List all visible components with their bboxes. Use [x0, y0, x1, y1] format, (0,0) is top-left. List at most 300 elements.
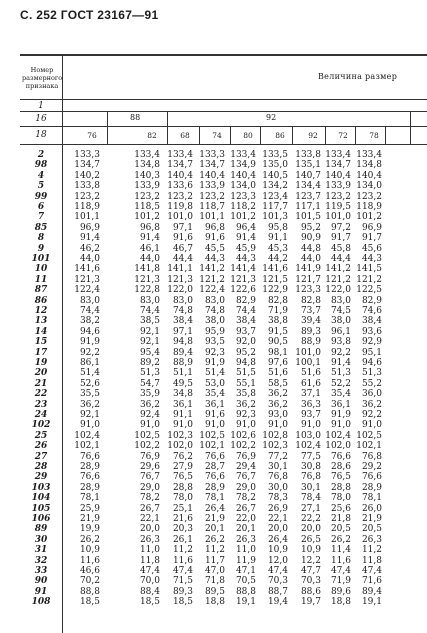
table-cell: 101,1: [74, 212, 100, 223]
table-cell: 102,0: [325, 441, 351, 452]
table-cell: 134,7: [74, 160, 100, 171]
header-line: признака: [25, 82, 59, 90]
table-cell: 133,5: [262, 150, 288, 160]
table-cell: 44,0: [79, 254, 100, 264]
table-cell: 45,9: [235, 243, 256, 254]
table-cell: 89,4: [172, 347, 193, 358]
table-cell: 28,9: [204, 482, 225, 493]
table-cell: 97,1: [172, 222, 193, 233]
table-cell: 20,1: [204, 524, 225, 535]
table-cell: 123,7: [295, 191, 321, 202]
table-cell: 44,0: [300, 254, 321, 264]
table-cell: 102,6: [230, 430, 256, 441]
table-cell: 51,3: [330, 368, 351, 379]
table-cell: 95,4: [139, 347, 160, 358]
table-cell: 76,6: [361, 472, 382, 483]
table-cell: 70,0: [139, 576, 160, 587]
table-cell: 133,9: [325, 181, 351, 192]
table-cell: 91,4: [79, 233, 100, 244]
table-cell: 91,9: [330, 410, 351, 420]
table-cell: 36,1: [330, 399, 351, 410]
table-cell: 91,4: [139, 233, 160, 244]
table-cell: 11,2: [361, 545, 382, 556]
row-number: 6: [37, 202, 45, 212]
size-header-cell: 68: [180, 131, 190, 140]
table-cell: 123,2: [167, 191, 193, 202]
table-cell: 92,4: [139, 410, 160, 420]
table-cell: 93,0: [267, 410, 288, 420]
table-cell: 11,6: [172, 555, 193, 566]
table-cell: 93,7: [300, 410, 321, 420]
table-cell: 73,7: [300, 306, 321, 316]
row-number: 103: [31, 482, 51, 493]
table-cell: 121,2: [356, 274, 382, 285]
table-cell: 121,2: [199, 274, 225, 285]
table-cell: 133,4: [230, 150, 256, 160]
table-cell: 18,8: [204, 597, 225, 608]
table-cell: 133,4: [325, 150, 351, 160]
table-cell: 91,9: [204, 358, 225, 368]
table-cell: 38,0: [204, 316, 225, 327]
table-cell: 140,7: [295, 170, 321, 181]
size-header-cell: 92: [308, 131, 318, 140]
table-cell: 134,9: [230, 160, 256, 171]
table-cell: 44,4: [330, 254, 351, 264]
table-cell: 18,8: [330, 597, 351, 608]
row-number: 104: [31, 493, 51, 504]
table-cell: 82,9: [361, 295, 382, 306]
header-line: размерного: [22, 74, 63, 82]
table-cell: 28,7: [204, 462, 225, 472]
row-number: 23: [34, 399, 48, 410]
table-cell: 141,5: [356, 264, 382, 275]
table-cell: 118,9: [356, 202, 382, 212]
table-cell: 118,7: [199, 202, 225, 212]
table-cell: 44,4: [172, 254, 193, 264]
table-cell: 118,2: [230, 202, 256, 212]
table-cell: 11,6: [79, 555, 100, 566]
table-cell: 96,9: [361, 222, 382, 233]
size-header-cell: 78: [369, 131, 379, 140]
table-cell: 12,2: [300, 555, 321, 566]
table-cell: 83,0: [330, 295, 351, 306]
table-cell: 135,1: [295, 160, 321, 171]
table-cell: 96,9: [79, 222, 100, 233]
table-cell: 91,9: [79, 337, 100, 348]
table-cell: 122,5: [356, 285, 382, 296]
table-cell: 11,2: [204, 545, 225, 556]
table-cell: 26,3: [361, 534, 382, 545]
row-number: 9: [37, 243, 45, 254]
column-divider: [260, 126, 261, 144]
table-cell: 89,3: [172, 586, 193, 597]
table-cell: 55,2: [361, 378, 382, 389]
row-number: 101: [31, 254, 51, 264]
table-cell: 76,8: [267, 472, 288, 483]
table-cell: 92,3: [235, 410, 256, 420]
table-cell: 26,2: [330, 534, 351, 545]
table-cell: 134,7: [325, 160, 351, 171]
table-cell: 21,9: [79, 514, 100, 524]
table-cell: 20,0: [300, 524, 321, 535]
table-cell: 44,8: [300, 243, 321, 254]
column-divider: [410, 111, 411, 144]
table-cell: 133,8: [295, 150, 321, 160]
table-cell: 133,4: [134, 150, 160, 160]
row-number: 11: [34, 274, 48, 285]
table-cell: 118,5: [134, 202, 160, 212]
table-cell: 133,4: [167, 150, 193, 160]
table-cell: 35,4: [330, 389, 351, 400]
table-cell: 83,0: [79, 295, 100, 306]
table-cell: 26,4: [267, 534, 288, 545]
table-cell: 12,0: [267, 555, 288, 566]
table-cell: 29,6: [139, 462, 160, 472]
table-cell: 102,1: [356, 441, 382, 452]
table-cell: 47,4: [172, 566, 193, 576]
table-cell: 20,0: [139, 524, 160, 535]
table-cell: 27,9: [172, 462, 193, 472]
table-cell: 76,5: [330, 472, 351, 483]
column-divider: [230, 126, 231, 144]
table-cell: 38,0: [330, 316, 351, 327]
table-cell: 92,3: [204, 347, 225, 358]
row-number: 14: [34, 326, 48, 337]
table-cell: 89,3: [300, 326, 321, 337]
table-cell: 102,5: [134, 430, 160, 441]
table-cell: 122,4: [199, 285, 225, 296]
table-cell: 35,4: [204, 389, 225, 400]
table-top-border: [20, 54, 427, 56]
table-cell: 51,6: [267, 368, 288, 379]
table-cell: 101,2: [356, 212, 382, 223]
row-number: 102: [31, 420, 51, 431]
table-cell: 95,8: [267, 222, 288, 233]
table-cell: 102,2: [134, 441, 160, 452]
table-cell: 134,7: [199, 160, 225, 171]
table-cell: 102,3: [167, 430, 193, 441]
table-cell: 89,6: [330, 586, 351, 597]
table-cell: 140,4: [230, 170, 256, 181]
table-cell: 102,4: [295, 441, 321, 452]
table-cell: 76,6: [204, 451, 225, 462]
table-cell: 26,7: [139, 503, 160, 514]
table-cell: 30,8: [300, 462, 321, 472]
table-cell: 38,4: [172, 316, 193, 327]
table-row-divider: [20, 144, 427, 145]
table-cell: 76,9: [139, 451, 160, 462]
table-cell: 88,8: [235, 586, 256, 597]
table-cell: 70,3: [300, 576, 321, 587]
table-cell: 123,2: [134, 191, 160, 202]
table-cell: 102,4: [74, 430, 100, 441]
table-cell: 22,1: [139, 514, 160, 524]
table-cell: 121,3: [167, 274, 193, 285]
table-cell: 30,1: [267, 462, 288, 472]
table-cell: 94,8: [172, 337, 193, 348]
table-cell: 91,4: [235, 233, 256, 244]
table-cell: 76,9: [235, 451, 256, 462]
row-number: 15: [34, 337, 48, 348]
header-row-label: 16: [35, 114, 47, 124]
table-cell: 101,0: [295, 347, 321, 358]
group-label: 92: [266, 113, 277, 122]
table-cell: 76,8: [361, 451, 382, 462]
column-divider: [292, 126, 293, 144]
size-header-cell: 80: [243, 131, 253, 140]
table-cell: 94,6: [79, 326, 100, 337]
table-cell: 92,0: [235, 337, 256, 348]
row-number: 98: [34, 160, 48, 171]
table-cell: 49,5: [172, 378, 193, 389]
row-number: 22: [34, 389, 48, 400]
table-cell: 91,0: [139, 420, 160, 431]
table-cell: 82,9: [235, 295, 256, 306]
table-cell: 91,1: [172, 410, 193, 420]
table-cell: 121,7: [295, 274, 321, 285]
table-cell: 36,1: [172, 399, 193, 410]
table-cell: 102,8: [262, 430, 288, 441]
table-cell: 76,8: [300, 472, 321, 483]
row-number: 28: [34, 462, 48, 472]
table-cell: 44,3: [235, 254, 256, 264]
table-cell: 92,1: [79, 410, 100, 420]
table-cell: 28,9: [361, 482, 382, 493]
table-cell: 29,2: [361, 462, 382, 472]
table-cell: 101,5: [295, 212, 321, 223]
table-cell: 74,4: [235, 306, 256, 316]
table-cell: 36,2: [139, 399, 160, 410]
table-cell: 36,2: [79, 399, 100, 410]
table-cell: 25,6: [330, 503, 351, 514]
table-cell: 90,9: [300, 233, 321, 244]
table-cell: 46,7: [172, 243, 193, 254]
table-cell: 36,2: [267, 389, 288, 400]
table-cell: 78,2: [235, 493, 256, 504]
page-header: С. 252 ГОСТ 23167—91: [20, 8, 159, 22]
table-cell: 141,2: [199, 264, 225, 275]
table-cell: 19,4: [267, 597, 288, 608]
column-header-values: Величина размер: [318, 72, 398, 81]
table-cell: 101,2: [230, 212, 256, 223]
table-cell: 26,3: [235, 534, 256, 545]
table-cell: 70,3: [267, 576, 288, 587]
table-cell: 76,7: [235, 472, 256, 483]
table-cell: 76,6: [330, 451, 351, 462]
table-cell: 140,4: [167, 170, 193, 181]
table-cell: 100,1: [295, 358, 321, 368]
table-cell: 30,1: [300, 482, 321, 493]
table-cell: 102,2: [230, 441, 256, 452]
table-cell: 76,6: [79, 472, 100, 483]
table-cell: 28,8: [172, 482, 193, 493]
table-cell: 51,3: [361, 368, 382, 379]
table-cell: 96,4: [235, 222, 256, 233]
table-cell: 121,2: [325, 274, 351, 285]
table-cell: 119,8: [167, 202, 193, 212]
table-cell: 10,9: [79, 545, 100, 556]
column-divider: [355, 126, 356, 144]
row-number: 20: [34, 368, 48, 379]
table-cell: 91,0: [330, 420, 351, 431]
table-cell: 78,3: [267, 493, 288, 504]
table-cell: 77,5: [300, 451, 321, 462]
table-cell: 91,7: [330, 233, 351, 244]
row-number: 5: [37, 181, 45, 192]
table-cell: 11,7: [204, 555, 225, 566]
table-cell: 47,4: [267, 566, 288, 576]
row-number: 87: [34, 285, 48, 296]
column-header-number: [22, 66, 62, 90]
table-cell: 22,1: [267, 514, 288, 524]
table-cell: 77,2: [267, 451, 288, 462]
row-number: 26: [34, 441, 48, 452]
table-cell: 122,4: [74, 285, 100, 296]
table-cell: 11,0: [235, 545, 256, 556]
table-cell: 20,3: [172, 524, 193, 535]
table-cell: 91,6: [172, 233, 193, 244]
table-cell: 102,5: [199, 430, 225, 441]
table-cell: 140,4: [199, 170, 225, 181]
table-cell: 21,8: [330, 514, 351, 524]
table-cell: 55,1: [235, 378, 256, 389]
header-row-label: 1: [38, 101, 44, 111]
table-cell: 38,4: [361, 316, 382, 327]
table-cell: 82,8: [300, 295, 321, 306]
table-cell: 78,2: [139, 493, 160, 504]
table-cell: 74,5: [330, 306, 351, 316]
table-cell: 34,8: [172, 389, 193, 400]
table-cell: 51,4: [79, 368, 100, 379]
table-cell: 102,5: [356, 430, 382, 441]
size-header-cell: 76: [87, 131, 97, 140]
table-cell: 133,6: [167, 181, 193, 192]
table-cell: 45,5: [204, 243, 225, 254]
table-cell: 74,8: [172, 306, 193, 316]
table-cell: 122,0: [325, 285, 351, 296]
table-cell: 71,9: [267, 306, 288, 316]
table-cell: 103,0: [295, 430, 321, 441]
table-cell: 76,5: [172, 472, 193, 483]
table-cell: 47,4: [361, 566, 382, 576]
table-cell: 78,4: [300, 493, 321, 504]
table-cell: 91,0: [361, 420, 382, 431]
row-number: 19: [34, 358, 48, 368]
row-number: 2: [37, 150, 45, 160]
table-cell: 117,1: [295, 202, 321, 212]
table-cell: 102,1: [74, 441, 100, 452]
table-cell: 11,0: [139, 545, 160, 556]
table-cell: 134,0: [356, 181, 382, 192]
table-cell: 96,8: [139, 222, 160, 233]
table-cell: 133,9: [134, 181, 160, 192]
table-cell: 134,7: [167, 160, 193, 171]
table-cell: 101,1: [199, 212, 225, 223]
table-cell: 133,8: [74, 181, 100, 192]
row-number: 21: [34, 378, 48, 389]
header-line: Номер: [30, 66, 54, 74]
table-cell: 78,1: [79, 493, 100, 504]
table-cell: 38,5: [139, 316, 160, 327]
table-cell: 93,5: [204, 337, 225, 348]
table-cell: 35,5: [79, 389, 100, 400]
table-cell: 11,8: [139, 555, 160, 566]
table-cell: 74,4: [139, 306, 160, 316]
size-header-cell: 74: [212, 131, 222, 140]
table-cell: 51,4: [204, 368, 225, 379]
table-cell: 134,8: [356, 160, 382, 171]
table-cell: 83,0: [139, 295, 160, 306]
table-cell: 37,1: [300, 389, 321, 400]
table-cell: 44,3: [361, 254, 382, 264]
table-cell: 91,0: [267, 420, 288, 431]
table-cell: 36,1: [204, 399, 225, 410]
table-cell: 46,1: [139, 243, 160, 254]
table-cell: 122,0: [167, 285, 193, 296]
row-number: 24: [34, 410, 48, 420]
table-cell: 82,8: [267, 295, 288, 306]
table-cell: 88,6: [300, 586, 321, 597]
table-cell: 123,2: [325, 191, 351, 202]
table-cell: 51,5: [235, 368, 256, 379]
table-cell: 19,1: [361, 597, 382, 608]
table-cell: 92,1: [139, 326, 160, 337]
table-cell: 11,2: [172, 545, 193, 556]
table-cell: 141,2: [325, 264, 351, 275]
table-cell: 95,9: [204, 326, 225, 337]
table-cell: 121,3: [230, 274, 256, 285]
table-cell: 19,7: [300, 597, 321, 608]
table-cell: 86,1: [79, 358, 100, 368]
table-row-divider: [20, 99, 427, 100]
table-cell: 19,9: [79, 524, 100, 535]
table-cell: 36,2: [235, 399, 256, 410]
table-cell: 51,1: [172, 368, 193, 379]
table-cell: 51,3: [139, 368, 160, 379]
table-cell: 29,0: [235, 482, 256, 493]
row-number: 10: [34, 264, 48, 275]
table-cell: 97,1: [172, 326, 193, 337]
row-number: 7: [37, 212, 45, 223]
table-cell: 92,2: [330, 347, 351, 358]
column-divider: [107, 111, 108, 144]
table-cell: 134,4: [295, 181, 321, 192]
table-cell: 123,4: [262, 191, 288, 202]
table-cell: 88,9: [172, 358, 193, 368]
table-cell: 92,1: [139, 337, 160, 348]
table-cell: 58,5: [267, 378, 288, 389]
table-cell: 26,5: [300, 534, 321, 545]
table-cell: 18,5: [172, 597, 193, 608]
row-number: 33: [34, 566, 48, 576]
table-cell: 91,6: [204, 410, 225, 420]
table-cell: 47,0: [204, 566, 225, 576]
table-cell: 91,6: [204, 233, 225, 244]
table-cell: 22,2: [300, 514, 321, 524]
table-cell: 36,3: [300, 399, 321, 410]
table-cell: 11,9: [235, 555, 256, 566]
table-cell: 95,1: [361, 347, 382, 358]
table-cell: 45,3: [267, 243, 288, 254]
table-cell: 141,6: [262, 264, 288, 275]
table-cell: 122,9: [262, 285, 288, 296]
row-number: 8: [37, 233, 45, 244]
table-cell: 89,4: [361, 586, 382, 597]
table-cell: 61,6: [300, 378, 321, 389]
row-number: 27: [34, 451, 48, 462]
table-cell: 20,5: [330, 524, 351, 535]
table-cell: 91,4: [330, 358, 351, 368]
